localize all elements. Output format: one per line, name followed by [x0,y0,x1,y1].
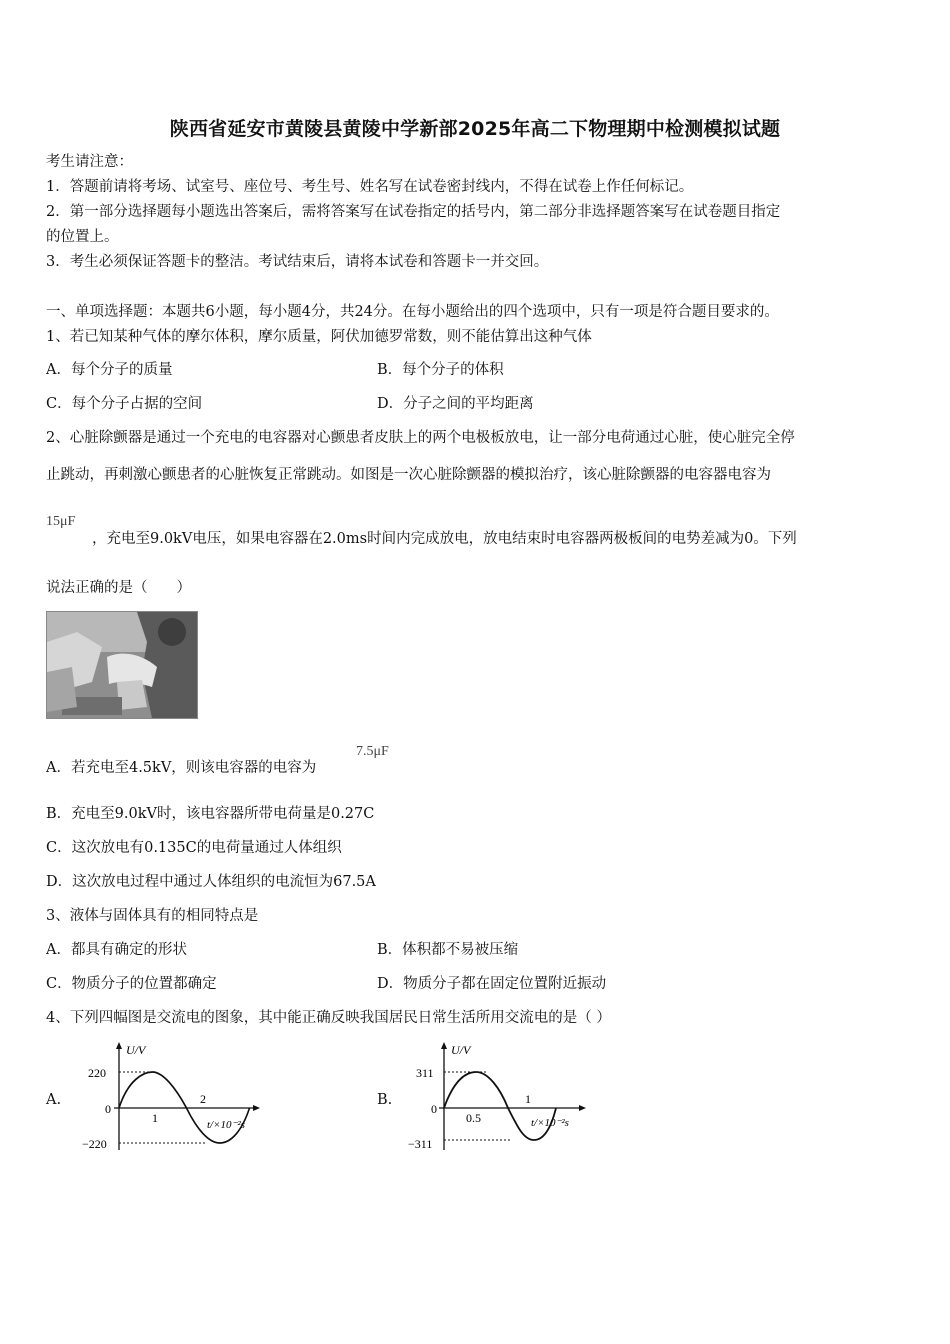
exam-title: 陕西省延安市黄陵县黄陵中学新部2025年高二下物理期中检测模拟试题 [169,118,781,140]
graph-b-x-label: t/×10⁻²s [531,1117,569,1129]
q1-option-c: C．每个分子占据的空间 [46,396,203,412]
graph-a-origin-label: 0 [105,1102,111,1116]
graph-b-tick-1: 0.5 [466,1111,481,1125]
graph-a-tick-1: 1 [152,1111,158,1125]
graph-b-y-arrow [441,1042,447,1049]
q2-line-1: 2、心脏除颤器是通过一个充电的电容器对心颤患者皮肤上的两个电极板放电，让一部分电荷通过心脏，使心脏完全停 [46,430,795,446]
section-1-heading: 一、单项选择题：本题共6小题，每小题4分，共24分。在每小题给出的四个选项中，只有一项是符合题目要求的。 [46,304,779,320]
notice-item-2-cont: 的位置上。 [46,229,119,245]
q4-option-a-label: A. [46,1092,62,1108]
q1-option-a: A．每个分子的质量 [46,362,173,378]
graph-a-peak-label: 220 [88,1066,106,1080]
q3-option-d: D．物质分子都在固定位置附近振动 [377,976,607,992]
notice-heading: 考生请注意： [46,154,133,170]
q2-line-2: 止跳动，再刺激心颤患者的心脏恢复正常跳动。如图是一次心脏除颤器的模拟治疗，该心脏除颤器的电容器电容为 [46,467,771,483]
q3-option-c: C．物质分子的位置都确定 [46,976,217,992]
graph-b-origin-label: 0 [431,1102,437,1116]
graph-a-tick-2: 2 [200,1092,206,1106]
q2-option-d: D．这次放电过程中通过人体组织的电流恒为67.5A [46,874,376,890]
graph-a-y-label: U/V [126,1043,146,1057]
graph-b-y-label: U/V [451,1043,471,1057]
q3-stem: 3、液体与固体具有的相同特点是 [46,908,259,924]
q2-option-a: A．若充电至4.5kV，则该电容器的电容为 [46,760,317,776]
graph-b-tick-2: 1 [525,1092,531,1106]
q1-stem: 1、若已知某种气体的摩尔体积，摩尔质量，阿伏加德罗常数，则不能估算出这种气体 [46,329,592,345]
notice-item-3: 3．考生必须保证答题卡的整洁。考试结束后，请将本试卷和答题卡一并交回。 [46,254,549,270]
graph-b-x-arrow [579,1105,586,1111]
notice-item-2: 2．第一部分选择题每小题选出答案后，需将答案写在试卷指定的括号内，第二部分非选择题答案写在试卷题目指定 [46,204,781,220]
graph-b-peak-label: 311 [416,1066,434,1080]
graph-a-y-arrow [116,1042,122,1049]
graph-b-trough-label: −311 [408,1137,433,1151]
graph-a-trough-label: −220 [82,1137,107,1151]
q2-option-c: C．这次放电有0.135C的电荷量通过人体组织 [46,840,342,856]
q1-option-b: B．每个分子的体积 [377,362,504,378]
q3-option-a: A．都具有确定的形状 [46,942,187,958]
q4-option-b-label: B. [377,1092,393,1108]
q1-option-d: D．分子之间的平均距离 [377,396,534,412]
q4-stem: 4、下列四幅图是交流电的图象，其中能正确反映我国居民日常生活所用交流电的是（ ） [46,1010,611,1026]
q2-line-4: 说法正确的是（ ） [46,580,191,596]
notice-item-1: 1．答题前请将考场、试室号、座位号、考生号、姓名写在试卷密封线内，不得在试卷上作任何标记。 [46,179,694,195]
q3-option-b: B．体积都不易被压缩 [377,942,519,958]
q2-option-b: B．充电至9.0kV时，该电容器所带电荷量是0.27C [46,806,375,822]
graph-a-x-label: t/×10⁻²s [207,1119,245,1131]
q4-graph-b [404,1040,594,1156]
graph-a-x-arrow [253,1105,260,1111]
defibrillator-photo [46,611,198,719]
q2-option-a-value: 7.5μF [356,744,389,759]
q2-capacitance: 15μF [46,514,76,529]
graph-b-sine-curve [444,1072,556,1140]
q2-line-3: ，充电至9.0kV电压，如果电容器在2.0ms时间内完成放电，放电结束时电容器两极板间的电势差减为0。下列 [92,531,797,547]
q4-graph-a [74,1040,264,1156]
